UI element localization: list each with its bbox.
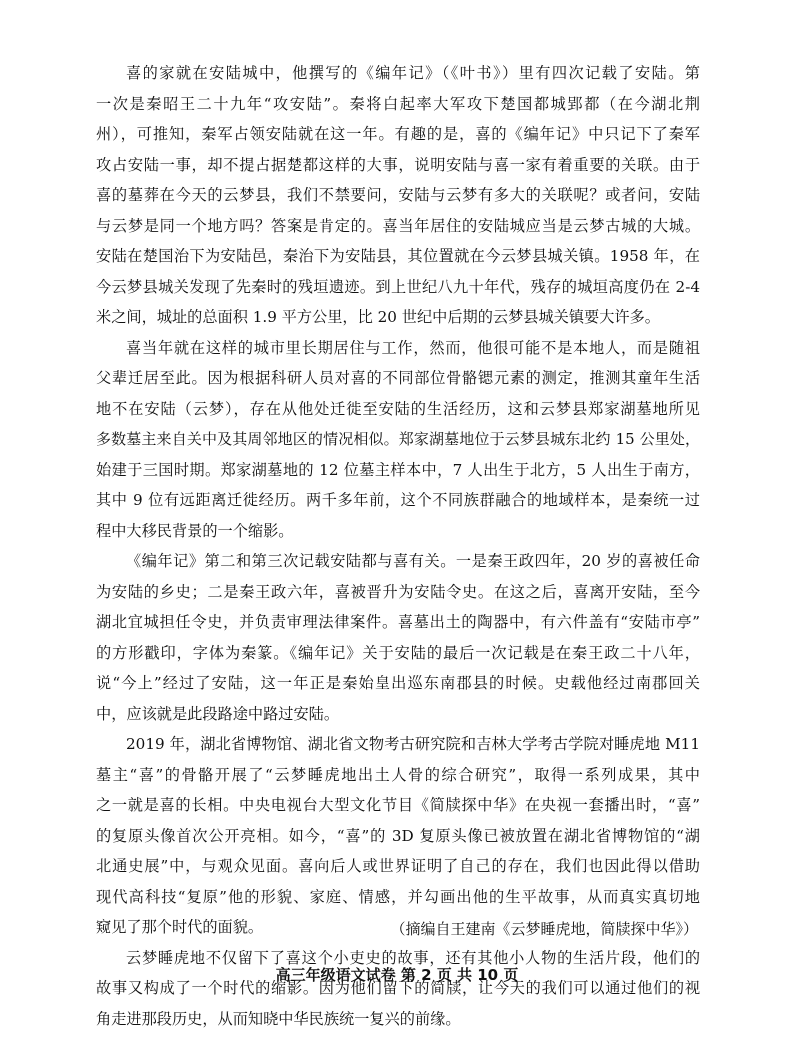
text-line-content: 多数墓主来自关中及其周邻地区的情况相似。郑家湖墓地位于云梦县城东北约 15 公里处， <box>96 430 700 448</box>
text-line <box>96 119 700 150</box>
text-line <box>96 333 700 364</box>
text-line-content: 攻占安陆一事，却不提占据楚都这样的大事，说明安陆与喜一家有着重要的关联。由于 <box>96 155 700 174</box>
paragraph <box>96 58 700 333</box>
text-line <box>96 821 700 852</box>
text-line-content: 喜的家就在安陆城中，他撰写的《编年记》（《叶书》）里有四次记载了安陆。第 <box>126 64 700 82</box>
text-line-content: 喜的墓葬在今天的云梦县，我们不禁要问，安陆与云梦有多大的关联呢？或者问，安陆 <box>96 186 700 204</box>
paragraph <box>96 729 700 943</box>
text-line <box>96 89 700 120</box>
text-line-content: 始建于三国时期。郑家湖墓地的 12 位墓主样本中，7 人出生于北方，5 人出生于南方， <box>96 460 700 479</box>
text-line <box>96 516 700 547</box>
paragraph <box>96 333 700 547</box>
text-line <box>96 607 700 638</box>
text-line-content: 父辈迁居至此。因为根据科研人员对喜的不同部位骨骼锶元素的测定，推测其童年生活 <box>96 369 700 387</box>
text-line-content: 《编年记》第二和第三次记载安陆都与喜有关。一是秦王政四年，20 岁的喜被任命 <box>126 552 700 570</box>
text-line <box>96 211 700 242</box>
text-line <box>96 272 700 303</box>
text-line-content: 地不在安陆（云梦），存在从他处迁徙至安陆的生活经历，这和云梦县郑家湖墓地所见 <box>96 399 700 418</box>
text-line-content: 之一就是喜的长相。中央电视台大型文化节目《简牍探中华》在央视一套播出时，“喜” <box>96 796 700 814</box>
text-line <box>96 58 700 89</box>
text-line-content: 州），可推知，秦军占领安陆就在这一年。有趣的是，喜的《编年记》中只记下了秦军 <box>96 125 700 143</box>
text-line-content: 的复原头像首次公开亮相。如今，“喜”的 3D 复原头像已被放置在湖北省博物馆的“湖 <box>96 826 700 845</box>
text-line <box>96 485 700 516</box>
text-line <box>96 882 700 913</box>
text-line-content: 角走进那段历史，从而知晓中华民族统一复兴的前缘。 <box>96 1009 461 1028</box>
text-line-content: 的方形戳印，字体为秦篆。《编年记》关于安陆的最后一次记载是在秦王政二十八年， <box>96 643 700 662</box>
text-line-content: 一次是秦昭王二十九年“攻安陆”。秦将白起率大军攻下楚国都城郢都（在今湖北荆 <box>96 94 700 113</box>
article-body <box>96 58 700 1034</box>
text-line <box>96 180 700 211</box>
text-line-content: 与云梦是同一个地方吗？答案是肯定的。喜当年居住的安陆城应当是云梦古城的大城。 <box>96 216 700 235</box>
text-line <box>96 424 700 455</box>
text-line-content: 云梦睡虎地不仅留下了喜这个小吏史的故事，还有其他小人物的生活片段，他们的 <box>126 948 700 967</box>
text-line <box>96 546 700 577</box>
text-line-content: 米之间，城址的总面积 1.9 平方公里，比 20 世纪中后期的云梦县城关镇要大许多。 <box>96 308 660 326</box>
text-line <box>96 394 700 425</box>
text-line-content: 中，应该就是此段路途中路过安陆。 <box>96 704 339 723</box>
source-citation: （摘编自王建南《云梦睡虎地，简牍探中华》） <box>390 920 698 938</box>
text-line <box>96 150 700 181</box>
text-line-content: 今云梦县城关发现了先秦时的残垣遗迹。到上世纪八九十年代，残存的城垣高度仍在 2-4 <box>96 277 700 296</box>
text-line-content: 喜当年就在这样的城市里长期居住与工作，然而，他很可能不是本地人，而是随祖 <box>126 338 700 357</box>
text-line-content: 湖北宜城担任令史，并负责审理法律案件。喜墓出土的陶器中，有六件盖有“安陆市亭” <box>96 613 700 631</box>
text-line-content: 故事又构成了一个时代的缩影。因为他们留下的简牍，让今天的我们可以通过他们的视 <box>96 979 700 997</box>
text-line <box>96 790 700 821</box>
text-line-content: 为安陆的乡史；二是秦王政六年，喜被晋升为安陆令史。在这之后，喜离开安陆，至今 <box>96 582 700 601</box>
text-line <box>96 241 700 272</box>
text-line <box>96 363 700 394</box>
text-line <box>96 455 700 486</box>
text-line-content: 墓主“喜”的骨骼开展了“云梦睡虎地出土人骨的综合研究”，取得一系列成果，其中 <box>96 765 700 784</box>
text-line <box>96 699 700 730</box>
text-line <box>96 302 700 333</box>
text-line-content: 北通史展”中，与观众见面。喜向后人或世界证明了自己的存在，我们也因此得以借助 <box>96 857 700 875</box>
text-line-content: 2019 年，湖北省博物馆、湖北省文物考古研究院和吉林大学考古学院对睡虎地 M11 <box>126 735 700 753</box>
text-line <box>96 1004 700 1035</box>
paragraph <box>96 546 700 729</box>
text-line <box>96 851 700 882</box>
text-line <box>96 729 700 760</box>
text-line-content: 现代高科技“复原”他的形貌、家庭、情感，并勾画出他的生平故事，从而真实真切地 <box>96 887 700 906</box>
text-line-content: 说“今上”经过了安陆，这一年正是秦始皇出巡东南郡县的时候。史载他经过南郡回关 <box>96 674 700 692</box>
page-footer: 高三年级语文试卷 第 2 页 共 10 页 <box>275 966 519 984</box>
text-line-content: 窥见了那个时代的面貌。 <box>96 918 264 936</box>
text-line <box>96 638 700 669</box>
text-line-content: 程中大移民背景的一个缩影。 <box>96 521 294 540</box>
text-line-content: 其中 9 位有远距离迁徙经历。两千多年前，这个不同族群融合的地域样本，是秦统一过 <box>96 491 700 509</box>
text-line <box>96 577 700 608</box>
text-line <box>96 668 700 699</box>
text-line <box>96 760 700 791</box>
text-line-content: 安陆在楚国治下为安陆邑，秦治下为安陆县，其位置就在今云梦县城关镇。1958 年，在 <box>96 247 700 265</box>
